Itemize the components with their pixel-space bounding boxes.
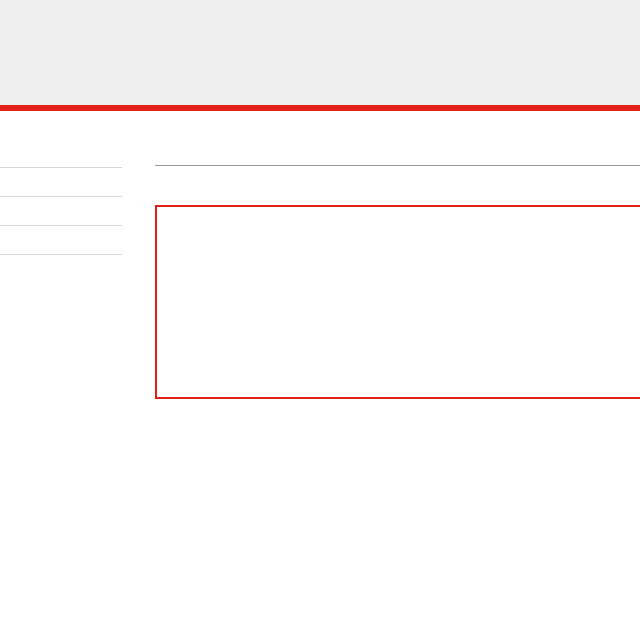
sidebar-heading-fields: [0, 151, 122, 168]
sidebar-heading-authors: [0, 209, 122, 226]
sidebar-exchange-section: [0, 238, 122, 255]
announcement-box: [155, 205, 640, 399]
sidebar-heading-editors: [0, 180, 122, 197]
sidebar-heading-exchange: [0, 238, 122, 255]
sidebar-editors-section: [0, 180, 122, 197]
page-title: [155, 139, 640, 166]
sidebar-nav: [0, 139, 122, 267]
main-content: [155, 139, 640, 166]
site-header: [0, 0, 640, 111]
sidebar-authors-section: [0, 209, 122, 226]
intro-text: [155, 419, 640, 485]
sidebar-fields-section: [0, 151, 122, 168]
header-red-bar: [0, 105, 640, 111]
